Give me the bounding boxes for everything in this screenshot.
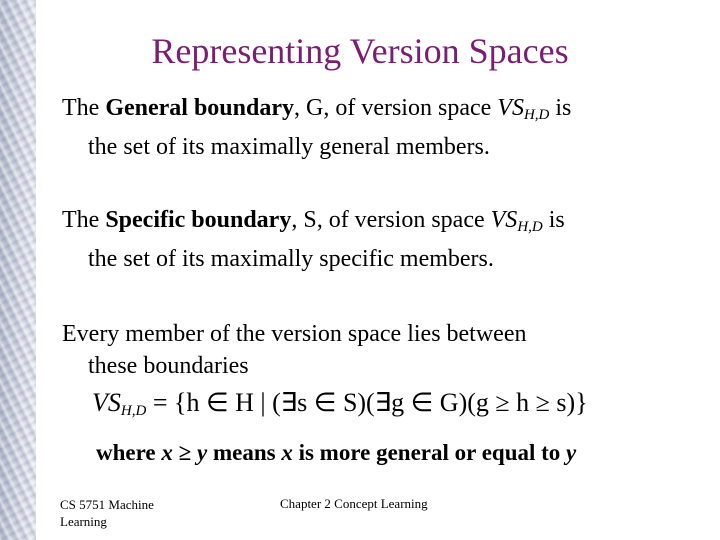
text: where [96,440,162,465]
version-space-formula [92,388,588,420]
vs-symbol: VS [490,207,518,233]
footer-chapter: Chapter 2 Concept Learning [280,496,428,511]
term-general-boundary: General boundary [105,95,294,121]
text: the set of its maximally specific members. [88,246,494,272]
text: is [542,207,565,233]
vs-symbol: VS [92,388,121,417]
slide-title: Representing Version Spaces [151,31,569,71]
footer-course: CS 5751 Machine Learning [60,497,154,529]
text: The [62,95,106,121]
member-paragraph [62,318,692,382]
vs-subscript: H,D [517,219,543,235]
text: , G, of version space [294,95,498,121]
text: means [207,440,282,465]
text: , S, of version space [291,207,491,233]
vs-subscript: H,D [523,107,550,123]
formula-body: = {h ∈ H | (∃s ∈ S)(∃g ∈ G)(g ≥ h ≥ s)} [146,388,588,417]
var-y: y [197,440,208,465]
text: Every member of the version space lies between [62,321,527,347]
text: these boundaries [88,353,249,379]
text: is more general or equal to [292,440,567,465]
var-x: x [161,440,173,465]
where-clause [96,440,576,466]
text: is [549,95,572,121]
var-x: x [281,440,293,465]
vs-subscript: H,D [120,403,147,419]
text: The [62,207,106,233]
decorative-side-bar [0,0,36,540]
text: the set of its maximally general members. [88,134,490,160]
vs-symbol: VS [497,95,524,121]
general-boundary-paragraph [62,92,692,163]
var-y: y [566,440,577,465]
term-specific-boundary: Specific boundary [105,207,292,233]
specific-boundary-paragraph [62,204,692,275]
ge-symbol: ≥ [172,440,197,465]
